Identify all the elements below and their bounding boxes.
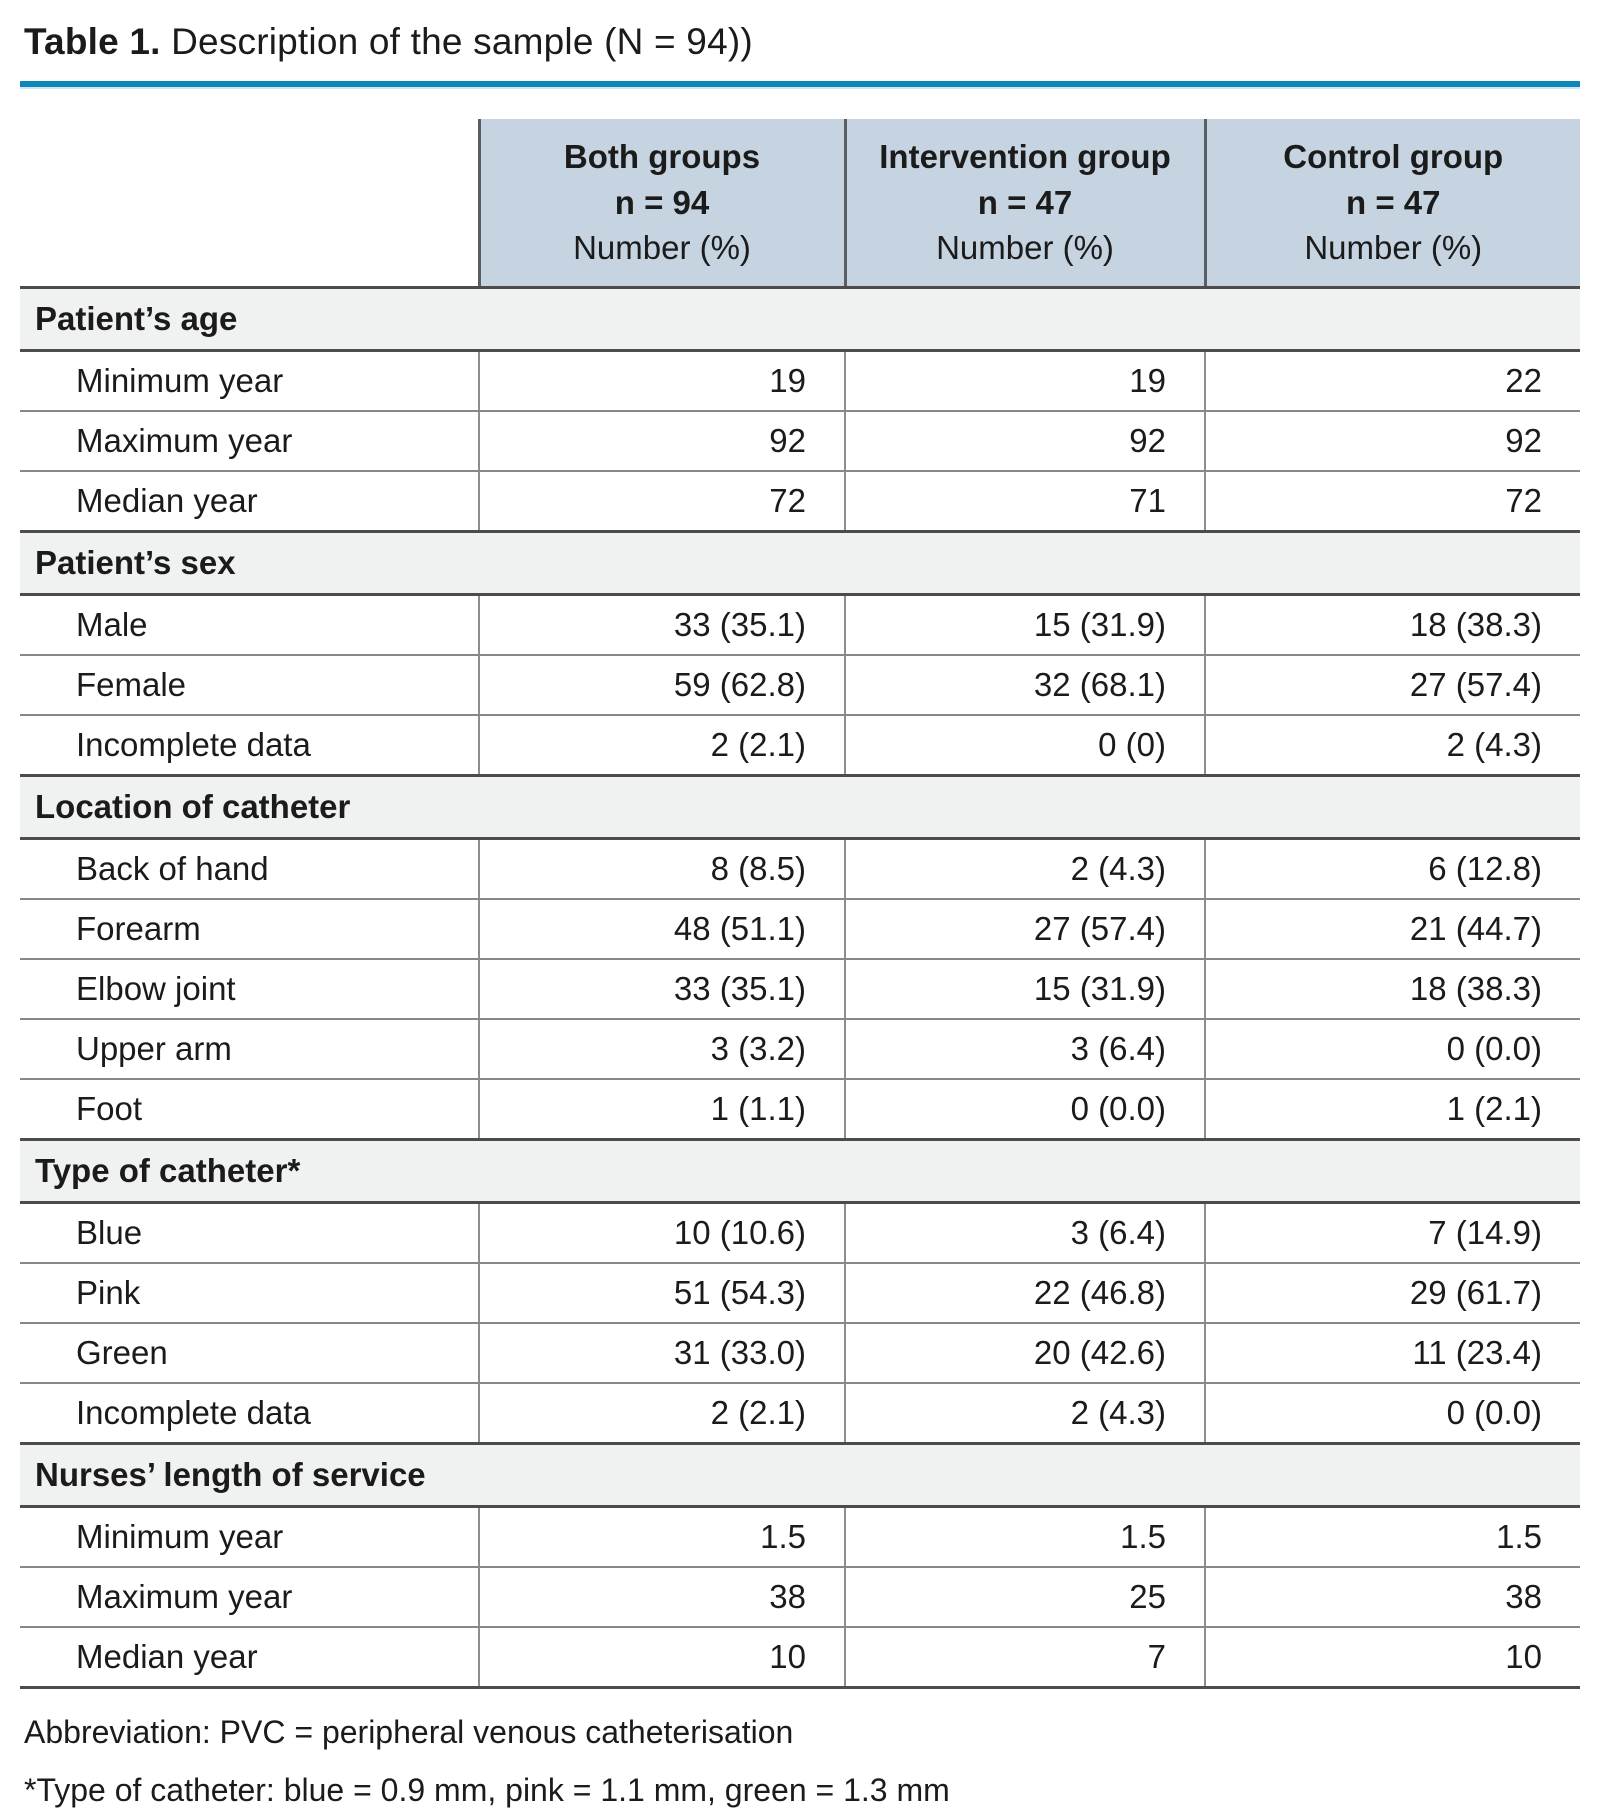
row-value: 22 <box>1205 350 1580 411</box>
column-header-line: Number (%) <box>1304 229 1483 267</box>
row-value: 10 <box>1205 1627 1580 1688</box>
row-value: 8 (8.5) <box>479 838 845 899</box>
section-title: Type of catheter* <box>20 1139 1580 1202</box>
row-value: 21 (44.7) <box>1205 899 1580 959</box>
row-label: Minimum year <box>20 350 479 411</box>
table-row <box>20 1202 1580 1263</box>
row-value: 7 <box>845 1627 1205 1688</box>
column-header-line: Control group <box>1283 138 1504 176</box>
row-label: Minimum year <box>20 1506 479 1567</box>
table-row <box>20 838 1580 899</box>
column-header <box>479 119 845 287</box>
column-header-line: n = 47 <box>977 183 1073 221</box>
section-row <box>20 1443 1580 1506</box>
row-label: Blue <box>20 1202 479 1263</box>
row-value: 3 (3.2) <box>479 1019 845 1079</box>
table-row <box>20 1383 1580 1444</box>
row-label: Median year <box>20 1627 479 1688</box>
row-value: 33 (35.1) <box>479 594 845 655</box>
table-row <box>20 411 1580 471</box>
row-value: 1.5 <box>479 1506 845 1567</box>
section-title: Location of catheter <box>20 775 1580 838</box>
row-label: Maximum year <box>20 411 479 471</box>
row-value: 72 <box>479 471 845 532</box>
row-value: 3 (6.4) <box>845 1202 1205 1263</box>
row-value: 19 <box>479 350 845 411</box>
row-value: 27 (57.4) <box>845 899 1205 959</box>
row-value: 31 (33.0) <box>479 1323 845 1383</box>
row-value: 2 (4.3) <box>1205 715 1580 776</box>
footnote-catheter-type: *Type of catheter: blue = 0.9 mm, pink = 1.1 mm, green = 1.3 mm <box>24 1772 950 1809</box>
row-value: 72 <box>1205 471 1580 532</box>
row-value: 25 <box>845 1567 1205 1627</box>
row-value: 6 (12.8) <box>1205 838 1580 899</box>
column-header-line: Number (%) <box>573 229 751 267</box>
column-header-line: Both groups <box>563 138 761 176</box>
table-header <box>20 119 1580 287</box>
row-value: 38 <box>1205 1567 1580 1627</box>
row-label: Back of hand <box>20 838 479 899</box>
row-value: 59 (62.8) <box>479 655 845 715</box>
row-value: 20 (42.6) <box>845 1323 1205 1383</box>
row-value: 18 (38.3) <box>1205 959 1580 1019</box>
column-header <box>1205 119 1580 287</box>
row-value: 51 (54.3) <box>479 1263 845 1323</box>
top-rule <box>20 81 1580 89</box>
table-row <box>20 959 1580 1019</box>
row-value: 38 <box>479 1567 845 1627</box>
header-row <box>20 119 1580 287</box>
section-title: Nurses’ length of service <box>20 1443 1580 1506</box>
row-value: 27 (57.4) <box>1205 655 1580 715</box>
table-row <box>20 1079 1580 1140</box>
section-row <box>20 287 1580 350</box>
row-value: 11 (23.4) <box>1205 1323 1580 1383</box>
row-value: 2 (2.1) <box>479 715 845 776</box>
table-row <box>20 1019 1580 1079</box>
row-value: 2 (4.3) <box>845 838 1205 899</box>
row-value: 18 (38.3) <box>1205 594 1580 655</box>
row-value: 92 <box>479 411 845 471</box>
row-label: Maximum year <box>20 1567 479 1627</box>
row-label: Upper arm <box>20 1019 479 1079</box>
row-value: 15 (31.9) <box>845 594 1205 655</box>
row-label: Elbow joint <box>20 959 479 1019</box>
table-caption <box>24 20 1580 64</box>
table-caption-label: Table 1. <box>24 21 161 62</box>
row-value: 10 <box>479 1627 845 1688</box>
column-header-line: Number (%) <box>936 229 1114 267</box>
row-value: 29 (61.7) <box>1205 1263 1580 1323</box>
row-value: 19 <box>845 350 1205 411</box>
row-label: Forearm <box>20 899 479 959</box>
row-value: 15 (31.9) <box>845 959 1205 1019</box>
section-row <box>20 1139 1580 1202</box>
row-label: Incomplete data <box>20 1383 479 1444</box>
row-value: 1 (2.1) <box>1205 1079 1580 1140</box>
row-value: 0 (0) <box>845 715 1205 776</box>
row-value: 0 (0.0) <box>1205 1383 1580 1444</box>
row-value: 1 (1.1) <box>479 1079 845 1140</box>
row-label: Foot <box>20 1079 479 1140</box>
table-row <box>20 715 1580 776</box>
table-row <box>20 1506 1580 1567</box>
table-row <box>20 594 1580 655</box>
row-value: 3 (6.4) <box>845 1019 1205 1079</box>
column-header-line: n = 94 <box>614 183 710 221</box>
row-value: 33 (35.1) <box>479 959 845 1019</box>
row-value: 2 (2.1) <box>479 1383 845 1444</box>
section-title: Patient’s sex <box>20 531 1580 594</box>
row-label: Female <box>20 655 479 715</box>
row-value: 92 <box>845 411 1205 471</box>
section-row <box>20 775 1580 838</box>
row-value: 7 (14.9) <box>1205 1202 1580 1263</box>
row-value: 0 (0.0) <box>1205 1019 1580 1079</box>
row-label: Incomplete data <box>20 715 479 776</box>
row-value: 48 (51.1) <box>479 899 845 959</box>
table-row <box>20 655 1580 715</box>
header-corner-cell <box>20 119 479 287</box>
sample-description-table <box>20 119 1580 1689</box>
table-row <box>20 1323 1580 1383</box>
row-value: 1.5 <box>1205 1506 1580 1567</box>
row-value: 1.5 <box>845 1506 1205 1567</box>
row-label: Male <box>20 594 479 655</box>
table-row <box>20 350 1580 411</box>
column-header <box>845 119 1205 287</box>
table-body <box>20 287 1580 1687</box>
footnotes <box>24 1713 1580 1810</box>
row-value: 22 (46.8) <box>845 1263 1205 1323</box>
column-header-line: n = 47 <box>1346 183 1441 221</box>
table-row <box>20 1263 1580 1323</box>
row-label: Green <box>20 1323 479 1383</box>
table-row <box>20 1627 1580 1688</box>
row-label: Pink <box>20 1263 479 1323</box>
table-caption-text: Description of the sample (N = 94)) <box>160 21 753 62</box>
table-row <box>20 899 1580 959</box>
row-label: Median year <box>20 471 479 532</box>
row-value: 2 (4.3) <box>845 1383 1205 1444</box>
table-row <box>20 471 1580 532</box>
row-value: 0 (0.0) <box>845 1079 1205 1140</box>
row-value: 10 (10.6) <box>479 1202 845 1263</box>
section-row <box>20 531 1580 594</box>
footnote-abbreviation: Abbreviation: PVC = peripheral venous catheterisation <box>24 1713 794 1750</box>
column-header-line: Intervention group <box>879 138 1171 176</box>
table-row <box>20 1567 1580 1627</box>
section-title: Patient’s age <box>20 287 1580 350</box>
row-value: 92 <box>1205 411 1580 471</box>
row-value: 32 (68.1) <box>845 655 1205 715</box>
row-value: 71 <box>845 471 1205 532</box>
